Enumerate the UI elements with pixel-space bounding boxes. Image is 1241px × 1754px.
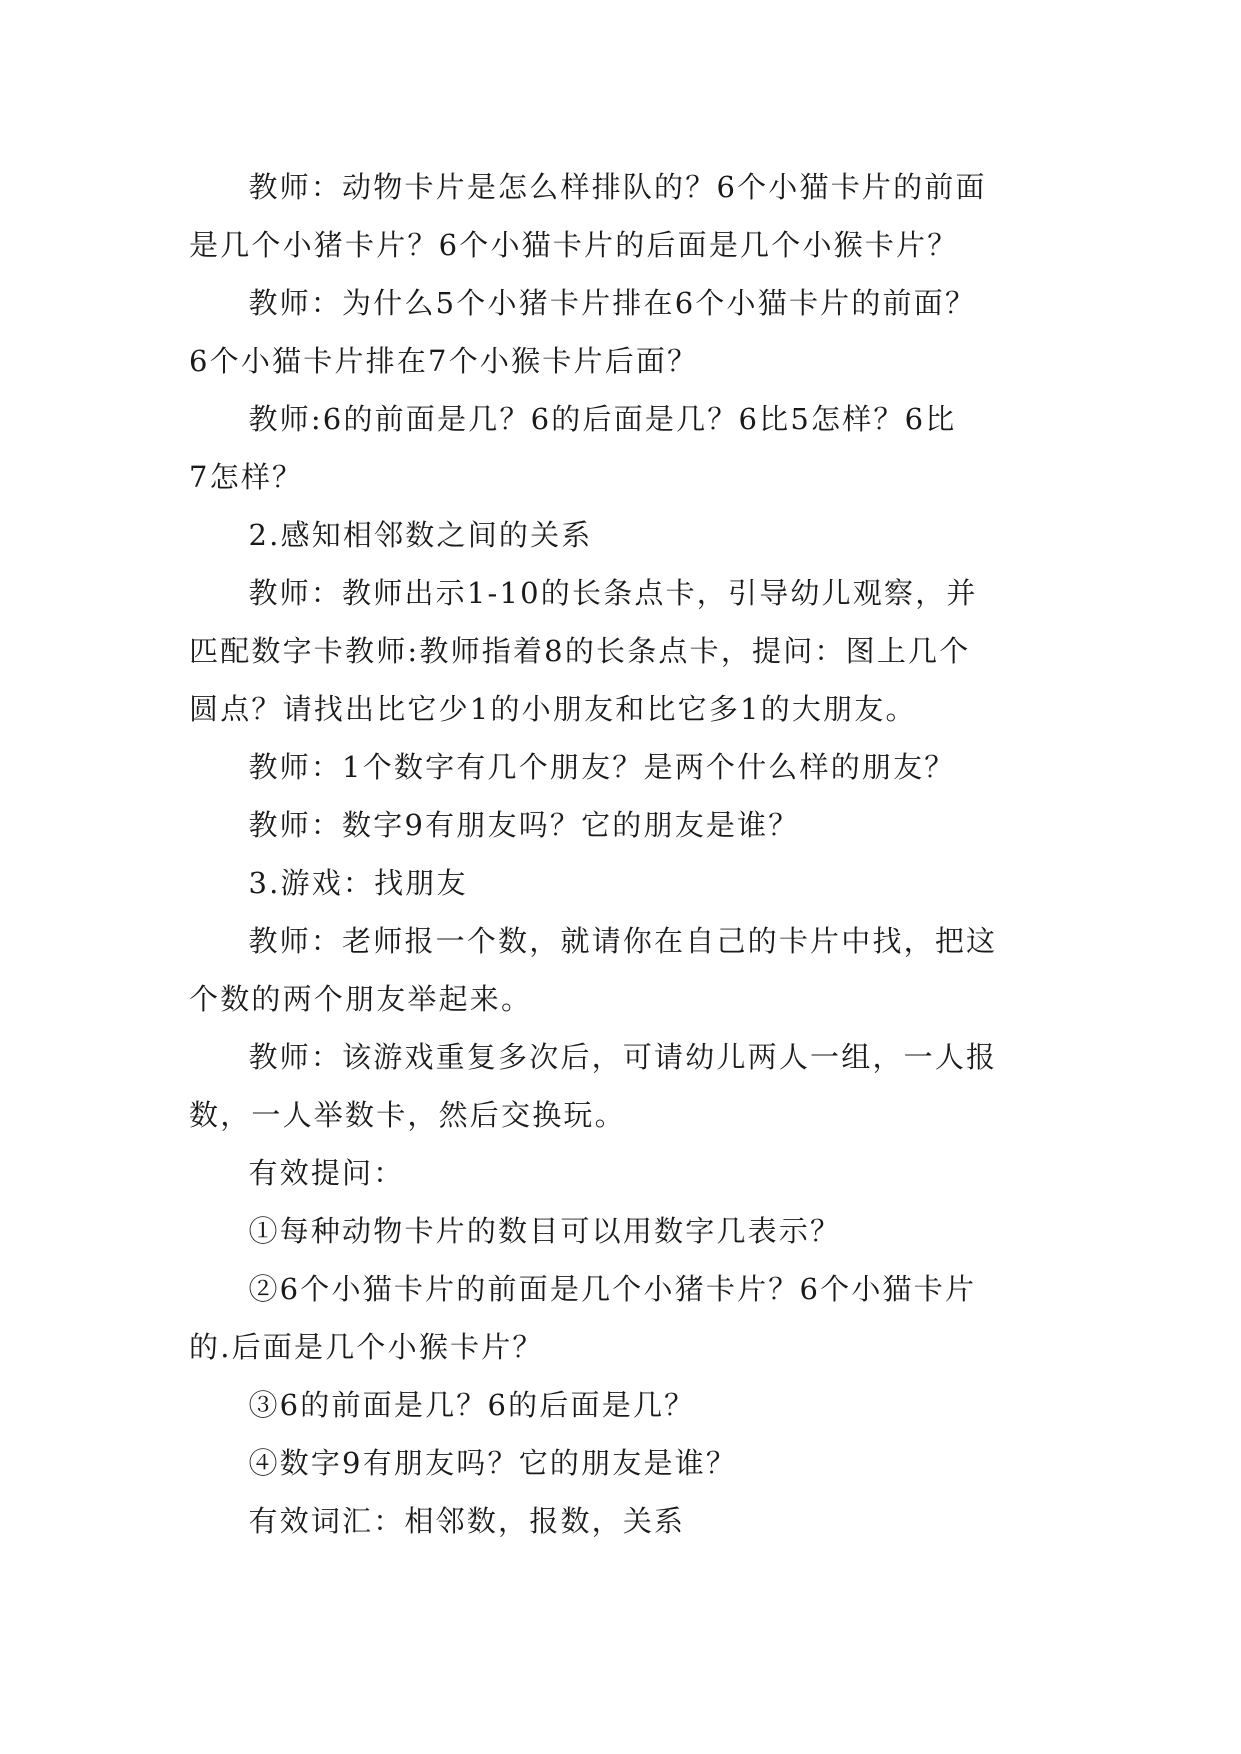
paragraph-line: 教师:6的前面是几？6的后面是几？6比5怎样？6比 (248, 402, 957, 436)
paragraph-line: 6个小猫卡片排在7个小猴卡片后面？ (189, 344, 699, 378)
section-heading (189, 854, 1049, 912)
list-item (189, 1260, 1049, 1376)
paragraph-line: 7怎样？ (189, 460, 304, 494)
paragraph-line: 有效提问： (248, 1156, 405, 1190)
paragraph (189, 1028, 1049, 1144)
paragraph-line: 是几个小猪卡片？6个小猫卡片的后面是几个小猴卡片？ (189, 228, 959, 262)
paragraph-line: 匹配数字卡教师:教师指着8的长条点卡，提问：图上几个 (189, 634, 971, 668)
paragraph (189, 738, 1049, 796)
paragraph-line: ③6的前面是几？6的后面是几？ (248, 1388, 696, 1422)
paragraph-line: 3.游戏：找朋友 (248, 866, 468, 900)
paragraph (189, 564, 1049, 738)
paragraph-line: 的.后面是几个小猴卡片？ (189, 1330, 544, 1364)
paragraph-line: ②6个小猫卡片的前面是几个小猪卡片？6个小猫卡片 (248, 1272, 977, 1306)
paragraph-line: 有效词汇：相邻数，报数，关系 (248, 1504, 686, 1538)
paragraph-line: 数，一人举数卡，然后交换玩。 (189, 1098, 626, 1132)
paragraph-line: 教师：动物卡片是怎么样排队的？6个小猫卡片的前面 (248, 170, 987, 204)
paragraph (189, 390, 1049, 506)
paragraph-line: ①每种动物卡片的数目可以用数字几表示？ (248, 1214, 842, 1248)
list-item (189, 1202, 1049, 1260)
document-body (189, 158, 1049, 1550)
paragraph (189, 796, 1049, 854)
paragraph-line: 2.感知相邻数之间的关系 (248, 518, 593, 552)
paragraph-line: ④数字9有朋友吗？它的朋友是谁？ (248, 1446, 738, 1480)
paragraph-line: 教师：数字9有朋友吗？它的朋友是谁？ (248, 808, 800, 842)
paragraph-line: 教师：教师出示1-10的长条点卡，引导幼儿观察，并 (248, 576, 978, 610)
paragraph-line: 教师：为什么5个小猪卡片排在6个小猫卡片的前面？ (248, 286, 977, 320)
paragraph (189, 158, 1049, 274)
section-heading (189, 506, 1049, 564)
paragraph-line: 教师：该游戏重复多次后，可请幼儿两人一组，一人报 (248, 1040, 998, 1074)
paragraph (189, 1492, 1049, 1550)
paragraph-line: 教师：老师报一个数，就请你在自己的卡片中找，把这 (248, 924, 998, 958)
paragraph-line: 个数的两个朋友举起来。 (189, 982, 533, 1016)
paragraph (189, 912, 1049, 1028)
paragraph-line: 圆点？请找出比它少1的小朋友和比它多1的大朋友。 (189, 692, 917, 726)
paragraph (189, 274, 1049, 390)
paragraph-line: 教师：1个数字有几个朋友？是两个什么样的朋友？ (248, 750, 956, 784)
list-item (189, 1376, 1049, 1434)
list-item (189, 1434, 1049, 1492)
section-heading (189, 1144, 1049, 1202)
